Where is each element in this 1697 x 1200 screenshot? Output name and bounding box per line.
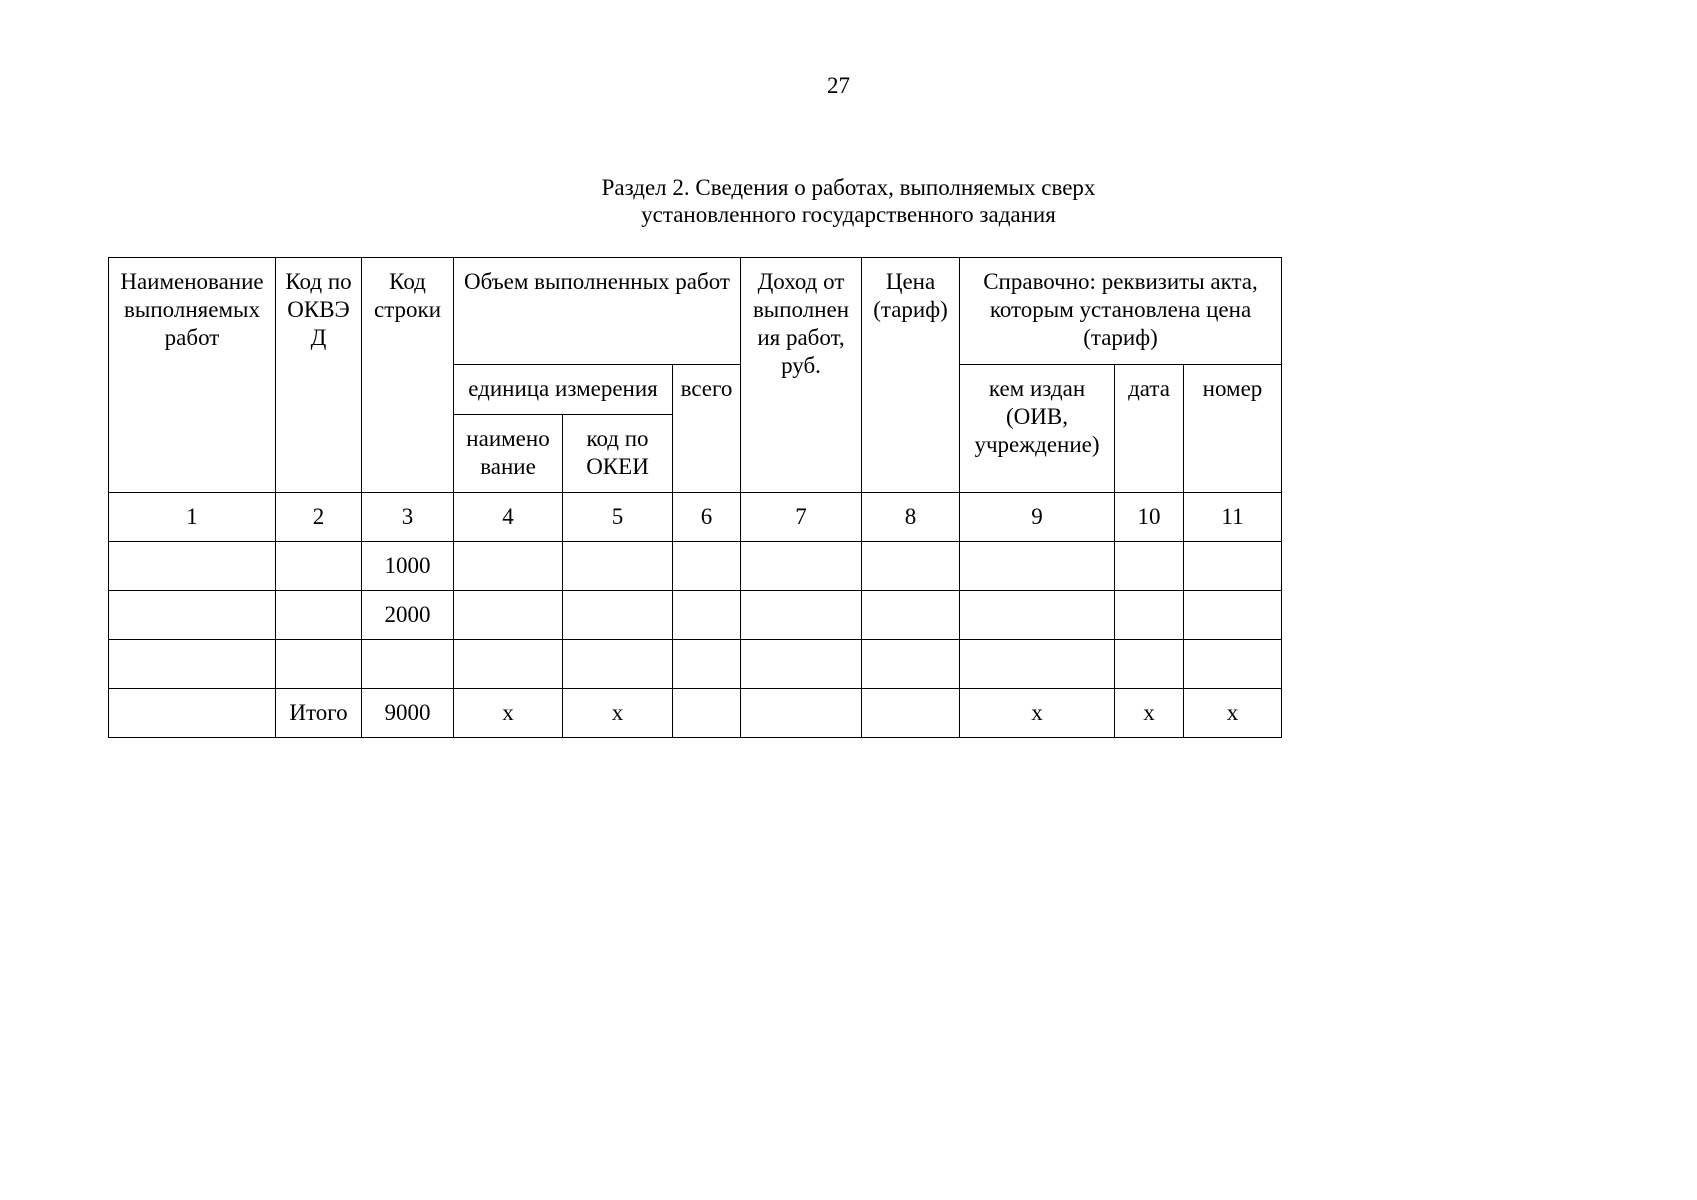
- table-row: [109, 591, 1282, 640]
- table-cell: [109, 591, 276, 640]
- table-cell: x: [563, 689, 673, 738]
- table-cell: [1115, 640, 1184, 689]
- table-cell: [673, 591, 741, 640]
- header-price: Цена (тариф): [862, 258, 960, 493]
- table-cell: [563, 640, 673, 689]
- header-row-code: Код строки: [362, 258, 454, 493]
- table-cell: [960, 542, 1115, 591]
- table-cell: [563, 591, 673, 640]
- table-row-total: [109, 689, 1282, 738]
- table-cell: [673, 542, 741, 591]
- table-cell: [862, 542, 960, 591]
- table-cell: [1184, 542, 1282, 591]
- table-cell: [1184, 640, 1282, 689]
- table-cell: x: [1115, 689, 1184, 738]
- table-cell: [960, 591, 1115, 640]
- table-cell: [741, 689, 862, 738]
- table-row: [109, 542, 1282, 591]
- table-cell: 9000: [362, 689, 454, 738]
- column-number: 5: [563, 493, 673, 542]
- table-row: [109, 640, 1282, 689]
- column-number: 7: [741, 493, 862, 542]
- table-cell: x: [960, 689, 1115, 738]
- table-cell: x: [454, 689, 563, 738]
- table-cell: [673, 689, 741, 738]
- total-label: Итого: [276, 689, 362, 738]
- table-cell: [454, 591, 563, 640]
- header-name-of-works: Наименование выполняемых работ: [109, 258, 276, 493]
- works-table: [108, 257, 1282, 738]
- table-cell: [454, 542, 563, 591]
- column-number: 2: [276, 493, 362, 542]
- column-number: 8: [862, 493, 960, 542]
- header-total: всего: [673, 365, 741, 493]
- section-title-line-1: Раздел 2. Сведения о работах, выполняемых сверх: [601, 175, 1096, 200]
- table-cell: [362, 640, 454, 689]
- column-number: 9: [960, 493, 1115, 542]
- table-cell: [960, 640, 1115, 689]
- page-number: [0, 73, 1697, 99]
- table-cell: [109, 689, 276, 738]
- header-unit: единица измерения: [454, 365, 673, 415]
- table-cell: [673, 640, 741, 689]
- column-numbers-row: [109, 493, 1282, 542]
- column-number: 1: [109, 493, 276, 542]
- table-cell: [862, 689, 960, 738]
- table-cell: [454, 640, 563, 689]
- column-number: 11: [1184, 493, 1282, 542]
- header-income: Доход от выполнен ия работ, руб.: [741, 258, 862, 493]
- table-cell: x: [1184, 689, 1282, 738]
- header-date: дата: [1115, 365, 1184, 493]
- table-cell: [276, 542, 362, 591]
- column-number: 3: [362, 493, 454, 542]
- table-cell: [1184, 591, 1282, 640]
- header-number: номер: [1184, 365, 1282, 493]
- table-cell: [109, 542, 276, 591]
- header-act-details: Справочно: реквизиты акта, которым установлена цена (тариф): [960, 258, 1282, 365]
- table-cell: 2000: [362, 591, 454, 640]
- table-cell: [109, 640, 276, 689]
- table-cell: [862, 640, 960, 689]
- table-cell: [741, 591, 862, 640]
- header-volume: Объем выполненных работ: [454, 258, 741, 365]
- header-okei-code: код по ОКЕИ: [563, 415, 673, 493]
- table-cell: [741, 542, 862, 591]
- table-cell: [862, 591, 960, 640]
- table-cell: [741, 640, 862, 689]
- header-unit-name: наимено вание: [454, 415, 563, 493]
- header-issued-by: кем издан (ОИВ, учреждение): [960, 365, 1115, 493]
- table-cell: [1115, 542, 1184, 591]
- table-cell: [276, 591, 362, 640]
- column-number: 4: [454, 493, 563, 542]
- table-cell: [276, 640, 362, 689]
- table-cell: 1000: [362, 542, 454, 591]
- page-number-text: 27: [827, 73, 850, 98]
- section-title-line-2: установленного государственного задания: [641, 202, 1056, 227]
- header-okved-code: Код по ОКВЭ Д: [276, 258, 362, 493]
- table-cell: [563, 542, 673, 591]
- section-title: [0, 174, 1697, 228]
- column-number: 6: [673, 493, 741, 542]
- table-cell: [1115, 591, 1184, 640]
- column-number: 10: [1115, 493, 1184, 542]
